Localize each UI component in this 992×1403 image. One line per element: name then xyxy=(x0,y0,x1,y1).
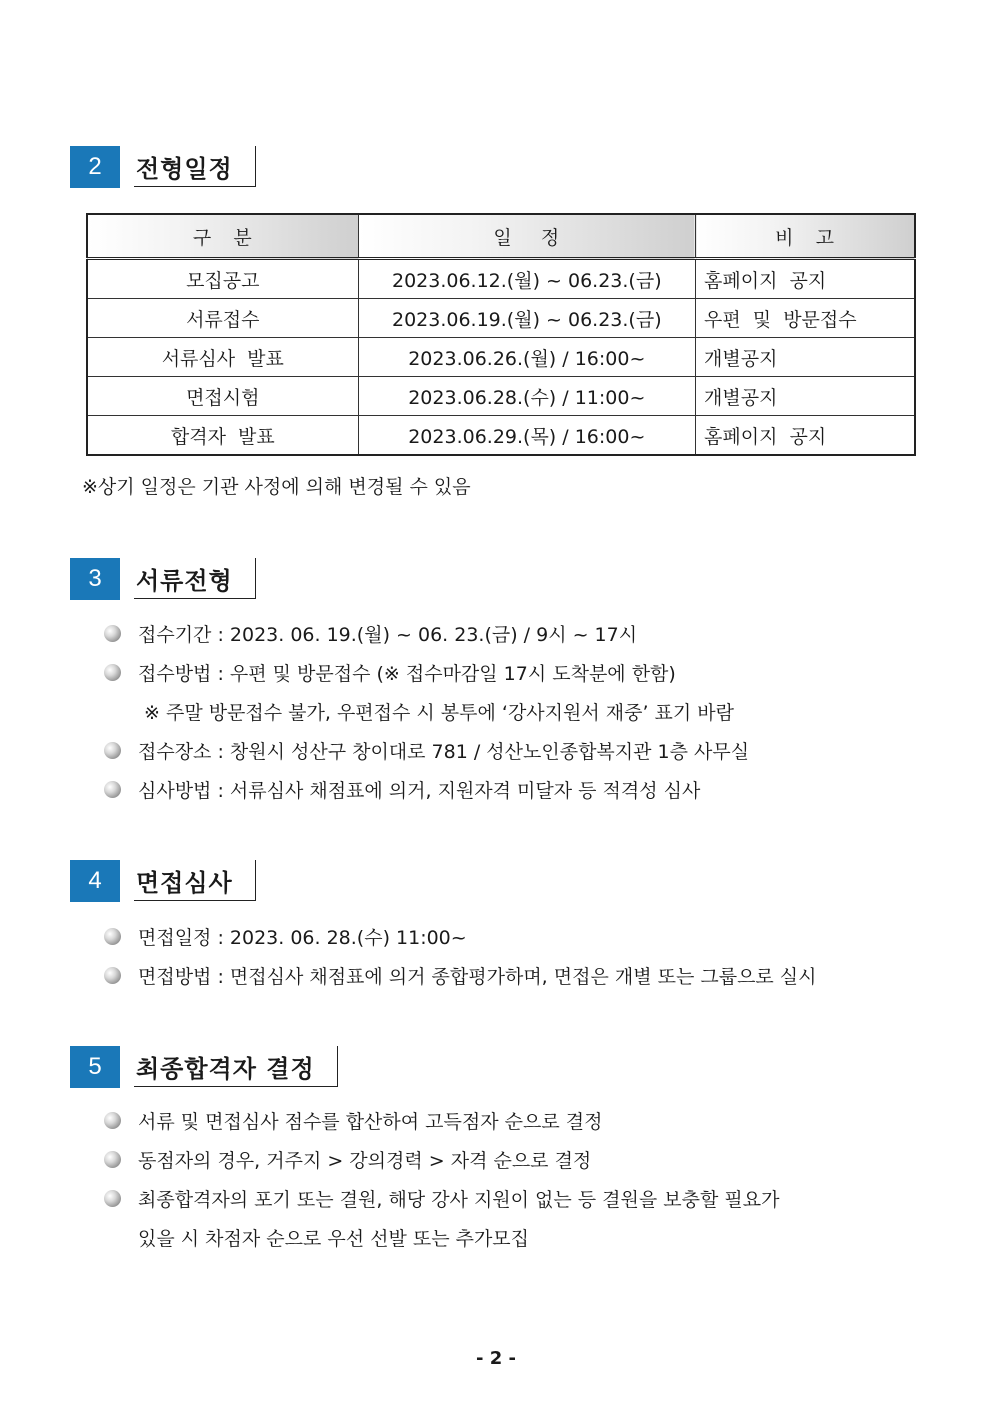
row-note: 개별공지 xyxy=(696,338,915,377)
item-text: 접수장소 : 창원시 성산구 창이대로 781 / 성산노인종합복지관 1층 사무실 xyxy=(138,741,750,763)
table-header-row xyxy=(87,214,915,259)
schedule-table xyxy=(86,213,916,456)
bullet-sphere-icon xyxy=(104,928,121,945)
header-note: 비 고 xyxy=(696,214,915,259)
list-item xyxy=(104,614,749,653)
row-category: 서류접수 xyxy=(87,299,358,338)
section-title: 전형일정 xyxy=(134,146,256,187)
row-date: 2023.06.26.(월) / 16:00~ xyxy=(358,338,695,377)
list-item-continuation: 있을 시 차점자 순으로 우선 선발 또는 추가모집 xyxy=(138,1228,530,1250)
row-category: 서류심사 발표 xyxy=(87,338,358,377)
row-note: 우편 및 방문접수 xyxy=(696,299,915,338)
doc-screening-list xyxy=(104,614,749,809)
item-text: 심사방법 : 서류심사 채점표에 의거, 지원자격 미달자 등 적격성 심사 xyxy=(138,780,701,802)
schedule-footnote: ※상기 일정은 기관 사정에 의해 변경될 수 있음 xyxy=(82,476,471,498)
final-decision-list xyxy=(104,1101,779,1257)
list-item xyxy=(104,956,817,995)
table-row xyxy=(87,416,915,456)
list-subnote: ※ 주말 방문접수 불가, 우편접수 시 봉투에 ‘강사지원서 재중’ 표기 바람 xyxy=(144,702,734,724)
section-number-badge: 3 xyxy=(70,558,120,600)
row-note: 홈페이지 공지 xyxy=(696,416,915,456)
item-text: 동점자의 경우, 거주지 > 강의경력 > 자격 순으로 결정 xyxy=(138,1150,592,1172)
row-category: 면접시험 xyxy=(87,377,358,416)
item-text: 최종합격자의 포기 또는 결원, 해당 강사 지원이 없는 등 결원을 보충할 필요가 xyxy=(138,1189,780,1211)
section-2-heading xyxy=(70,146,256,192)
row-category: 합격자 발표 xyxy=(87,416,358,456)
table-row xyxy=(87,259,915,299)
item-text: 면접방법 : 면접심사 채점표에 의거 종합평가하며, 면접은 개별 또는 그룹으로 실시 xyxy=(138,966,817,988)
item-text: 서류 및 면접심사 점수를 합산하여 고득점자 순으로 결정 xyxy=(138,1111,603,1133)
section-3-heading xyxy=(70,558,256,604)
bullet-sphere-icon xyxy=(104,664,121,681)
row-date: 2023.06.12.(월) ~ 06.23.(금) xyxy=(358,259,695,299)
section-title: 최종합격자 결정 xyxy=(134,1046,338,1087)
row-note: 홈페이지 공지 xyxy=(696,259,915,299)
interview-list xyxy=(104,917,817,995)
list-item xyxy=(104,1140,779,1179)
page-number: - 2 - xyxy=(476,1348,516,1369)
bullet-sphere-icon xyxy=(104,625,121,642)
bullet-sphere-icon xyxy=(104,781,121,798)
list-item xyxy=(104,917,817,956)
section-title: 면접심사 xyxy=(134,860,256,901)
table-row xyxy=(87,377,915,416)
list-item xyxy=(104,731,749,770)
bullet-sphere-icon xyxy=(104,1190,121,1207)
bullet-sphere-icon xyxy=(104,967,121,984)
row-date: 2023.06.29.(목) / 16:00~ xyxy=(358,416,695,456)
section-title: 서류전형 xyxy=(134,558,256,599)
header-date: 일 정 xyxy=(358,214,695,259)
section-5-heading xyxy=(70,1046,338,1092)
section-number-badge: 4 xyxy=(70,860,120,902)
item-text: 접수기간 : 2023. 06. 19.(월) ~ 06. 23.(금) / 9시 ~ 17시 xyxy=(138,624,638,646)
bullet-sphere-icon xyxy=(104,1112,121,1129)
header-category: 구 분 xyxy=(87,214,358,259)
list-item xyxy=(104,1101,779,1140)
section-4-heading xyxy=(70,860,256,906)
row-date: 2023.06.28.(수) / 11:00~ xyxy=(358,377,695,416)
item-text: 면접일정 : 2023. 06. 28.(수) 11:00~ xyxy=(138,927,467,949)
section-number-badge: 2 xyxy=(70,146,120,188)
bullet-sphere-icon xyxy=(104,742,121,759)
section-number-badge: 5 xyxy=(70,1046,120,1088)
list-item xyxy=(104,653,749,692)
list-item xyxy=(104,1179,779,1218)
row-date: 2023.06.19.(월) ~ 06.23.(금) xyxy=(358,299,695,338)
item-text: 접수방법 : 우편 및 방문접수 (※ 접수마감일 17시 도착분에 한함) xyxy=(138,663,676,685)
row-note: 개별공지 xyxy=(696,377,915,416)
bullet-sphere-icon xyxy=(104,1151,121,1168)
list-item xyxy=(104,770,749,809)
row-category: 모집공고 xyxy=(87,259,358,299)
table-row xyxy=(87,299,915,338)
table-row xyxy=(87,338,915,377)
